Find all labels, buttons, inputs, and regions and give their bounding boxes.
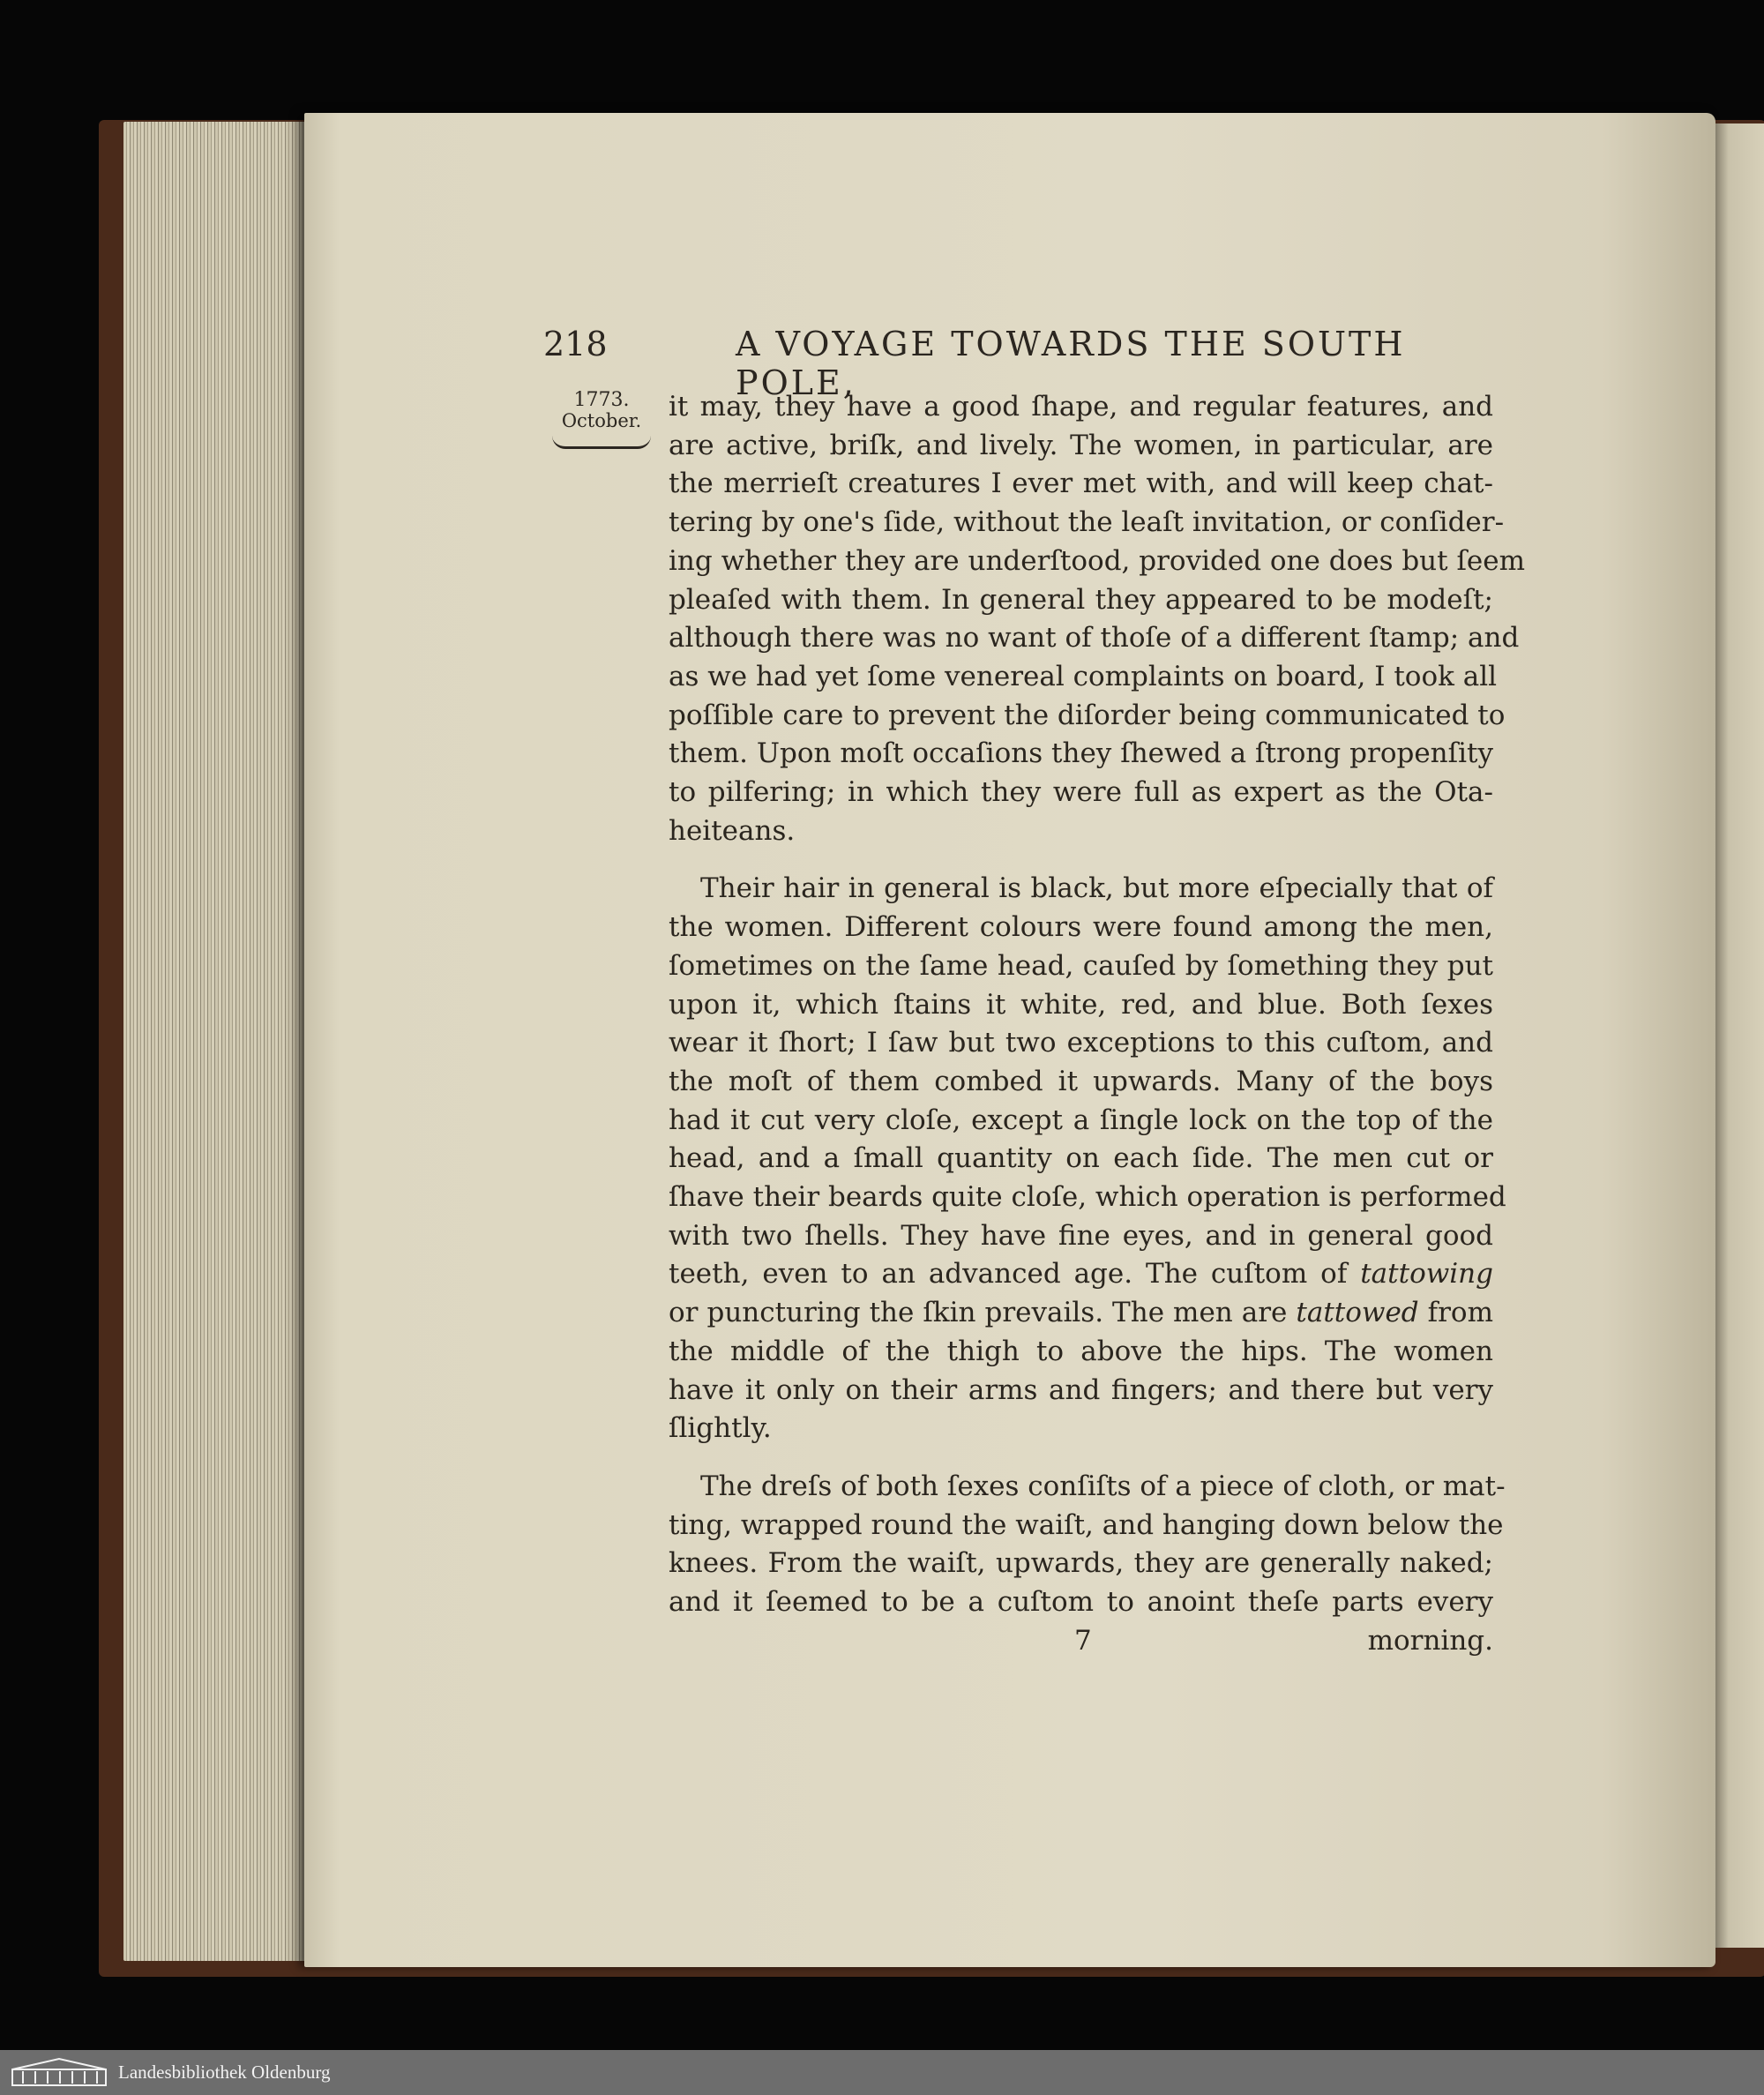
text-line: the merrieſt creatures I ever met with, and will keep chat- bbox=[669, 468, 1493, 500]
italic-term: tattowing bbox=[1360, 1258, 1493, 1291]
body-text bbox=[669, 388, 1526, 1622]
text-line: poſſible care to prevent the diſorder being communicated to bbox=[669, 699, 1506, 731]
text-line: the women. Different colours were found among the men, bbox=[669, 911, 1493, 944]
text-line: ting, wrapped round the waiſt, and hanging down below the bbox=[669, 1508, 1504, 1541]
text-segment: from bbox=[1427, 1297, 1493, 1329]
running-title: A VOYAGE TOWARDS THE SOUTH POLE, bbox=[736, 325, 1406, 402]
text-line: it may, they have a good ſhape, and regular features, and bbox=[669, 391, 1493, 423]
text-line bbox=[669, 1255, 1493, 1294]
text-line: as we had yet ſome venereal complaints on board, I took all bbox=[669, 660, 1498, 692]
library-building-icon bbox=[11, 2057, 108, 2087]
text-line: wear it ſhort; I ſaw but two exceptions to this cuſtom, and bbox=[669, 1027, 1493, 1059]
library-footer-bar bbox=[0, 2050, 1764, 2095]
catchword: morning. bbox=[1367, 1625, 1493, 1657]
text-line: and it ſeemed to be a cuſtom to anoint theſe parts every bbox=[669, 1586, 1493, 1619]
text-line: ſlightly. bbox=[669, 1412, 772, 1445]
marginal-year: 1773. bbox=[573, 389, 630, 411]
text-line: upon it, which ſtains it white, red, and blue. Both ſexes bbox=[669, 988, 1493, 1021]
text-line: are active, briſk, and lively. The women, in particular, are bbox=[669, 429, 1493, 461]
text-line: heiteans. bbox=[669, 814, 796, 847]
italic-term: tattowed bbox=[1296, 1297, 1419, 1329]
page-edges bbox=[123, 122, 319, 1961]
text-segment: or puncturing the ſkin prevails. The men are bbox=[669, 1297, 1288, 1329]
text-line: although there was no want of thoſe of a different ſtamp; and bbox=[669, 622, 1520, 655]
text-line bbox=[669, 1294, 1493, 1333]
text-segment: teeth, even to an advanced age. The cuſtom of bbox=[669, 1258, 1348, 1291]
text-line: the moſt of them combed it upwards. Many of the boys bbox=[669, 1065, 1493, 1097]
text-line: knees. From the waiſt, upwards, they are generally naked; bbox=[669, 1547, 1493, 1580]
library-name: Landesbibliothek Oldenburg bbox=[118, 2061, 331, 2083]
text-line: to pilfering; in which they were full as expert as the Ota- bbox=[669, 776, 1493, 809]
signature-mark: 7 bbox=[1074, 1625, 1092, 1657]
page-number: 218 bbox=[543, 325, 608, 363]
text-line: The dreſs of both ſexes conſiſts of a piece of cloth, or mat- bbox=[700, 1470, 1506, 1502]
marginal-brace bbox=[552, 436, 651, 449]
text-line: pleaſed with them. In general they appeared to be modeſt; bbox=[669, 583, 1493, 616]
text-line: have it only on their arms and fingers; and there but very bbox=[669, 1373, 1493, 1406]
text-line: Their hair in general is black, but more eſpecially that of bbox=[700, 872, 1493, 905]
marginal-date-note bbox=[549, 390, 654, 449]
facing-page-edge bbox=[1713, 123, 1764, 1948]
text-line: tering by one's ſide, without the leaſt invitation, or conſider- bbox=[669, 506, 1505, 539]
text-line: ſometimes on the ſame head, cauſed by ſomething they put bbox=[669, 949, 1493, 982]
text-line: the middle of the thigh to above the hips. The women bbox=[669, 1335, 1493, 1367]
text-line: them. Upon moſt occaſions they ſhewed a ſtrong propenſity bbox=[669, 737, 1493, 770]
text-line: head, and a ſmall quantity on each ſide. The men cut or bbox=[669, 1142, 1493, 1175]
paragraph-gap bbox=[669, 850, 1493, 870]
text-line: with two ſhells. They have fine eyes, and in general good bbox=[669, 1219, 1493, 1252]
text-line: ing whether they are underſtood, provided one does but ſeem bbox=[669, 544, 1526, 577]
page-foot bbox=[669, 1625, 1493, 1664]
paragraph-gap bbox=[669, 1448, 1493, 1468]
marginal-month: October. bbox=[561, 410, 642, 431]
text-line: ſhave their beards quite cloſe, which operation is performed bbox=[669, 1181, 1506, 1214]
text-line: had it cut very cloſe, except a ſingle lock on the top of the bbox=[669, 1104, 1493, 1136]
